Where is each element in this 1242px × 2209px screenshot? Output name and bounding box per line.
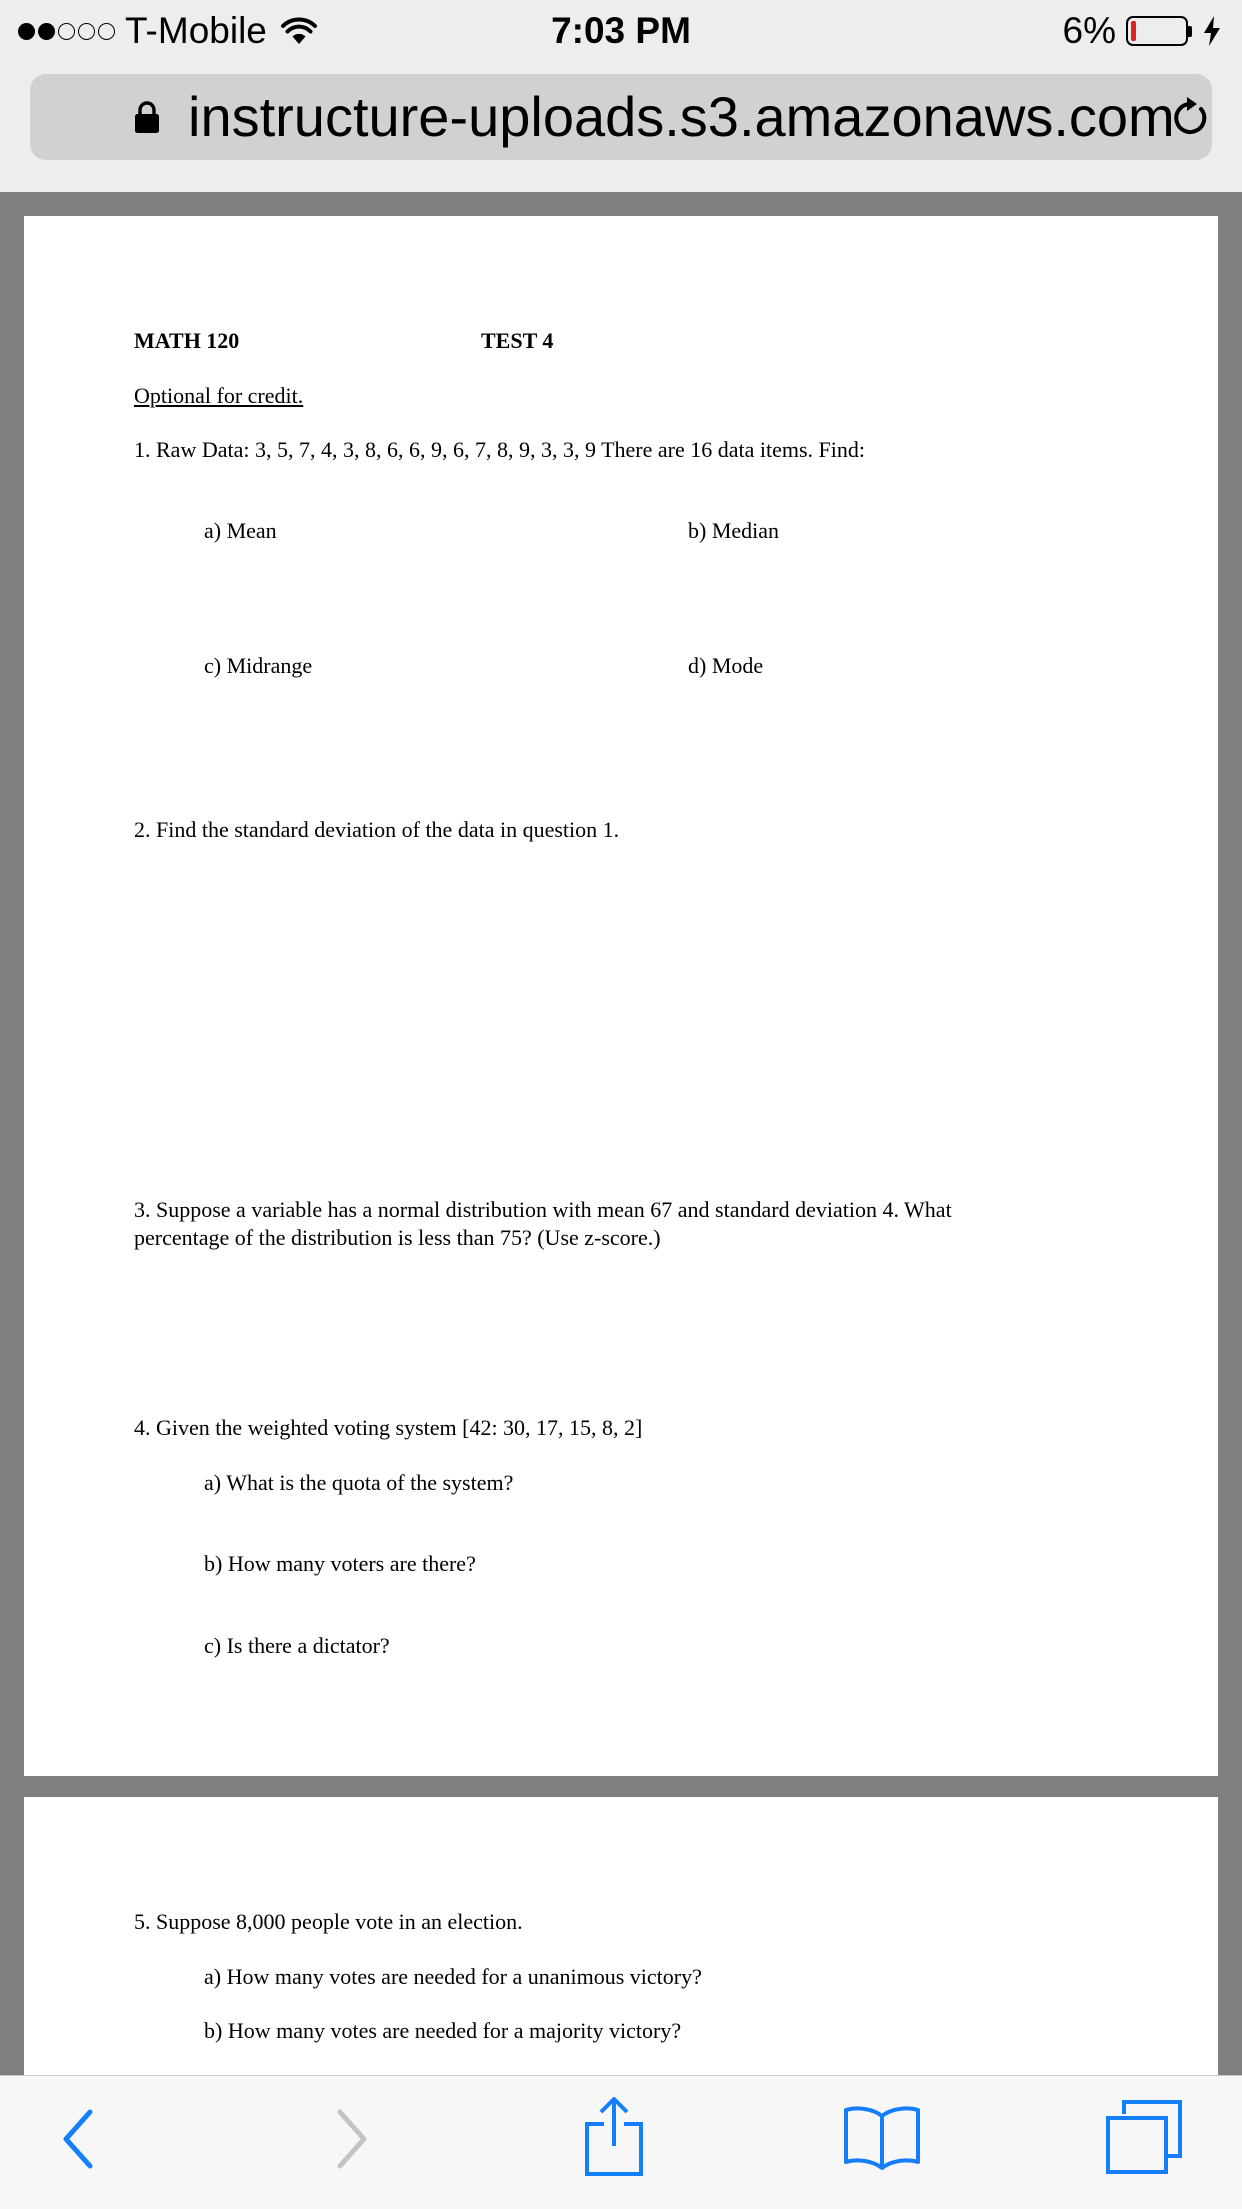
lock-icon bbox=[134, 100, 160, 134]
address-bar[interactable] bbox=[30, 74, 1212, 160]
url-text[interactable]: instructure-uploads.s3.amazonaws.com bbox=[188, 85, 1175, 148]
tabs-icon[interactable] bbox=[1104, 2098, 1184, 2176]
charging-bolt-icon bbox=[1202, 15, 1222, 47]
question-5b: b) How many votes are needed for a majority victory? bbox=[204, 2018, 682, 2043]
optional-note: Optional for credit. bbox=[134, 383, 304, 408]
question-2: 2. Find the standard deviation of the data in question 1. bbox=[134, 817, 620, 842]
question-3-line-1: 3. Suppose a variable has a normal distribution with mean 67 and standard deviation 4. What bbox=[134, 1197, 952, 1222]
bottom-toolbar bbox=[0, 2075, 1242, 2209]
share-icon[interactable] bbox=[582, 2096, 646, 2178]
clock: 7:03 PM bbox=[551, 10, 691, 51]
battery-level-fill bbox=[1131, 21, 1136, 41]
question-1c: c) Midrange bbox=[204, 653, 313, 678]
test-title: TEST 4 bbox=[481, 328, 554, 353]
status-right bbox=[1063, 8, 1222, 54]
battery-percentage: 6% bbox=[1062, 10, 1116, 51]
question-1d: d) Mode bbox=[688, 653, 764, 678]
back-chevron-icon[interactable] bbox=[56, 2102, 100, 2176]
question-1a: a) Mean bbox=[204, 518, 277, 543]
question-5a: a) How many votes are needed for a unanimous victory? bbox=[204, 1964, 702, 1989]
carrier-name: T-Mobile bbox=[125, 10, 267, 51]
reload-icon[interactable] bbox=[1170, 96, 1210, 138]
question-5: 5. Suppose 8,000 people vote in an election. bbox=[134, 1909, 523, 1934]
question-1b: b) Median bbox=[688, 518, 780, 543]
question-4a: a) What is the quota of the system? bbox=[204, 1470, 514, 1495]
question-3-line-2: percentage of the distribution is less than 75? (Use z-score.) bbox=[134, 1225, 661, 1250]
forward-chevron-icon[interactable] bbox=[330, 2102, 374, 2176]
status-bar bbox=[0, 0, 1242, 62]
document-page-2 bbox=[24, 1797, 1218, 2097]
battery-icon bbox=[1126, 16, 1188, 46]
question-4b: b) How many voters are there? bbox=[204, 1551, 476, 1576]
question-4c: c) Is there a dictator? bbox=[204, 1633, 390, 1658]
battery-tip bbox=[1188, 26, 1192, 37]
document-page-1 bbox=[24, 216, 1218, 1776]
question-4: 4. Given the weighted voting system [42: 30, 17, 15, 8, 2] bbox=[134, 1415, 643, 1440]
course-label: MATH 120 bbox=[134, 328, 240, 353]
bookmarks-icon[interactable] bbox=[842, 2104, 922, 2170]
question-1: 1. Raw Data: 3, 5, 7, 4, 3, 8, 6, 6, 9, 6, 7, 8, 9, 3, 3, 9 There are 16 data items. Find: bbox=[134, 437, 865, 462]
